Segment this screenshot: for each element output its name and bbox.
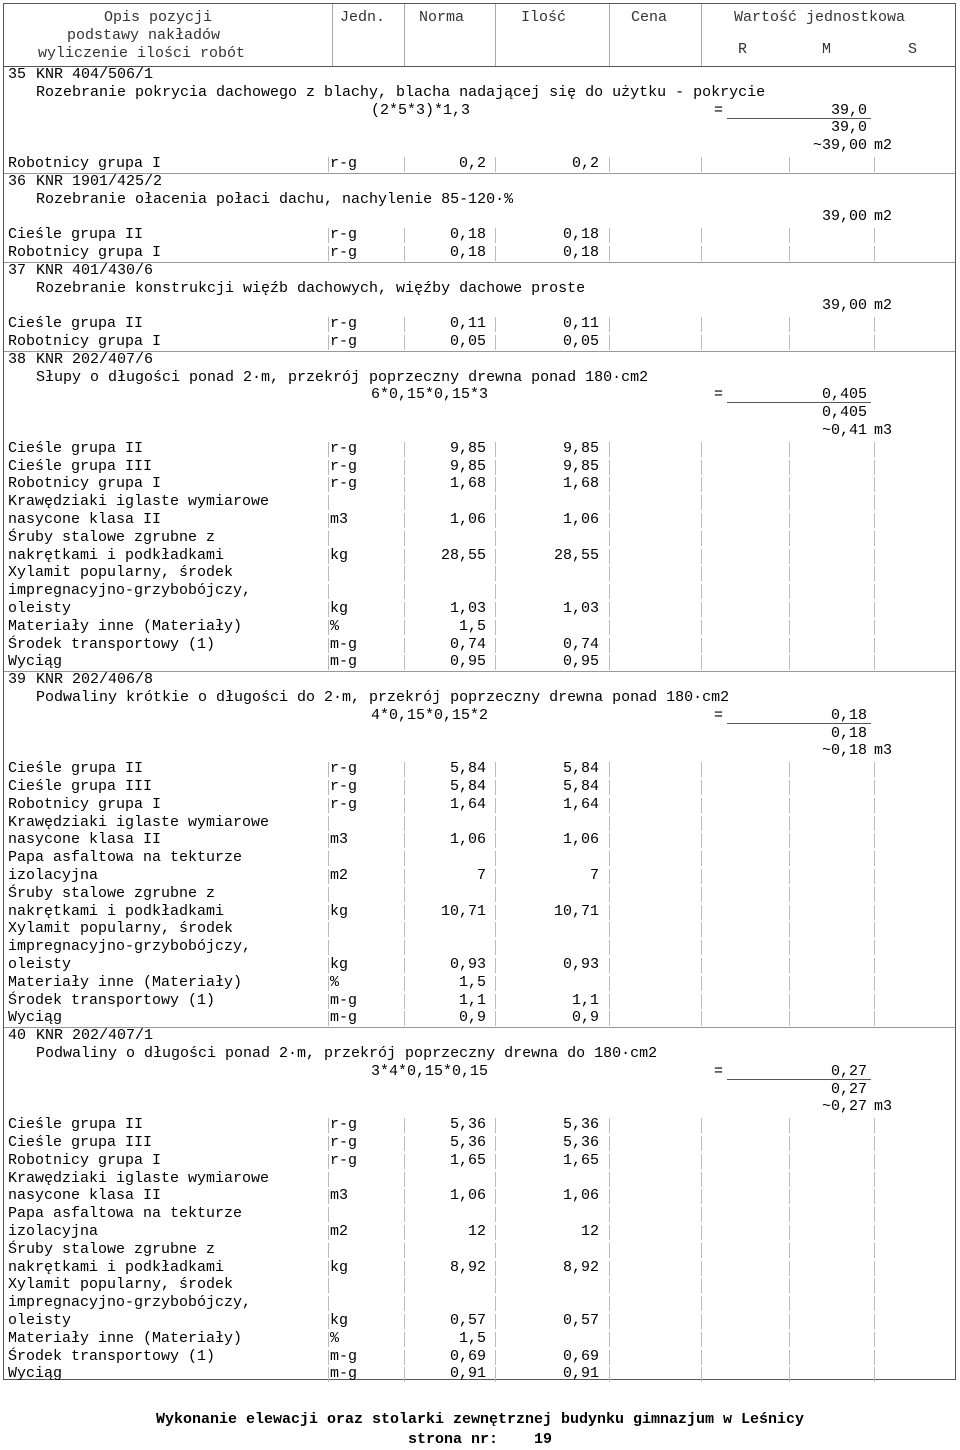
formula-value: 0,405 [821,386,867,404]
resource-name-line [4,849,955,867]
resource-norma: 1,06 [449,511,486,528]
resource-name: Środek transportowy (1) [8,635,216,653]
resource-name: Krawędziaki iglaste wymiarowe [8,493,270,511]
resource-norma: 0,69 [449,1347,486,1365]
resource-norma: 1,5 [458,617,486,635]
position-number: 36 [8,172,27,190]
resource-name: Robotnicy grupa I [8,795,162,813]
header-podstawy: podstawy nakładów [67,27,221,44]
resource-norma: 1,1 [458,991,486,1009]
header-jedn: Jedn. [340,9,386,26]
position-number: 39 [8,671,27,689]
position-code: KNR 202/406/8 [36,671,154,689]
position-description [4,280,955,298]
resource-name-line [4,938,955,956]
resource-name-line [4,529,955,547]
resource-ilosc: 1,65 [562,1151,599,1169]
resource-unit: m3 [330,511,349,528]
resource-name: Cieśle grupa II [8,226,144,244]
resource-name: nasycone klasa II [8,1187,162,1205]
resource-unit: r-g [330,333,358,350]
resource-row [4,1259,955,1277]
resource-ilosc: 1,06 [562,831,599,849]
resource-row [4,974,955,992]
resource-unit: m-g [330,991,358,1009]
resource-norma: 1,5 [458,973,486,991]
header-ilosc: Ilość [521,9,567,26]
quantity-sum [4,404,955,422]
resource-name: nasycone klasa II [8,511,162,528]
sum-value: 0,405 [821,404,867,422]
position-number: 40 [8,1027,27,1045]
resource-name-line [4,1241,955,1259]
resource-ilosc: 0,9 [571,1009,599,1027]
position-description [4,1045,955,1063]
quantity-total [4,1098,955,1116]
resource-norma: 5,36 [449,1116,486,1134]
resource-norma: 0,11 [449,315,486,333]
resource-name-line [4,1294,955,1312]
resource-ilosc: 0,18 [562,226,599,244]
resource-unit: kg [330,902,349,920]
resource-row [4,618,955,636]
resource-unit: r-g [330,760,358,778]
resource-name: izolacyjna [8,1223,99,1240]
footer-page-number: 19 [534,1431,553,1448]
resource-unit: r-g [330,457,358,475]
quantity-total [4,137,955,155]
resource-name: Robotnicy grupa I [8,333,162,350]
resource-norma: 1,03 [449,600,486,617]
resource-name: nasycone klasa II [8,831,162,849]
resource-name: Wyciąg [8,1365,63,1383]
resource-name: Xylamit popularny, środek [8,1276,234,1294]
header-wyliczenie: wyliczenie ilości robót [38,45,246,62]
resource-norma: 0,05 [449,333,486,350]
resource-ilosc: 8,92 [562,1258,599,1276]
resource-row [4,155,955,173]
resource-name: izolacyjna [8,867,99,884]
resource-ilosc: 1,06 [562,511,599,528]
description-text: Rozebranie pokrycia dachowego z blachy, blacha nadającej się do użytku - pokrycie [36,83,766,101]
resource-row [4,226,955,244]
resource-row [4,956,955,974]
resource-norma: 5,84 [449,778,486,795]
resource-row [4,831,955,849]
resource-name: Robotnicy grupa I [8,1151,162,1169]
total-value: ~0,41 [821,422,867,439]
resource-unit: % [330,1329,340,1347]
resource-name: Wyciąg [8,1009,63,1027]
resource-name: impregnacyjno-grzybobójczy, [8,1294,252,1312]
resource-ilosc: 10,71 [553,902,599,920]
resource-name: Cieśle grupa III [8,1134,153,1151]
resource-unit: m-g [330,1347,358,1365]
resource-row [4,1116,955,1134]
position-row [4,173,955,191]
resource-unit: r-g [330,244,358,261]
resource-ilosc: 5,84 [562,778,599,795]
resource-ilosc: 12 [580,1223,599,1240]
resource-norma: 0,57 [449,1312,486,1329]
resource-unit: kg [330,1312,349,1329]
resource-name: Papa asfaltowa na tekturze [8,1205,243,1223]
formula-expression: (2*5*3)*1,3 [371,101,471,119]
resource-name: Xylamit popularny, środek [8,920,234,938]
resource-norma: 1,65 [449,1151,486,1169]
resource-norma: 0,91 [449,1365,486,1383]
resource-unit: m-g [330,635,358,653]
resource-ilosc: 5,36 [562,1134,599,1151]
position-number: 35 [8,66,27,83]
header-wartosc: Wartość jednostkowa [734,9,906,26]
resource-row [4,1330,955,1348]
resource-ilosc: 1,03 [562,600,599,617]
resource-name: Cieśle grupa II [8,760,144,778]
table-header [4,4,955,67]
resource-norma: 28,55 [440,546,486,564]
resource-ilosc: 7 [589,867,599,884]
footer-page-label: strona nr: [407,1431,498,1448]
resource-norma: 0,74 [449,635,486,653]
resource-name: impregnacyjno-grzybobójczy, [8,582,252,600]
quantity-formula [4,102,955,120]
resource-ilosc: 5,36 [562,1116,599,1134]
resource-unit: % [330,973,340,991]
position-code: KNR 401/430/6 [36,261,154,279]
resource-unit: m-g [330,653,358,671]
resource-norma: 9,85 [449,439,486,457]
position-row [4,66,955,84]
resource-row [4,867,955,885]
resource-norma: 5,36 [449,1134,486,1151]
resource-ilosc: 1,1 [571,991,599,1009]
resource-unit: r-g [330,475,358,493]
resource-unit: r-g [330,315,358,333]
resource-row [4,992,955,1010]
resource-unit: kg [330,546,349,564]
resource-name: Środek transportowy (1) [8,1347,216,1365]
formula-value: 0,27 [830,1062,867,1080]
resource-row [4,1348,955,1366]
resource-ilosc: 0,95 [562,653,599,671]
description-text: Podwaliny o długości ponad 2·m, przekrój poprzeczny drewna do 180·cm2 [36,1045,658,1062]
position-code: KNR 202/407/1 [36,1027,154,1045]
resource-name: Robotnicy grupa I [8,155,162,172]
footer-title: Wykonanie elewacji oraz stolarki zewnętrznej budynku gimnazjum w Leśnicy [155,1411,805,1428]
resource-norma: 7 [476,867,486,884]
resource-name: Robotnicy grupa I [8,475,162,493]
description-text: Rozebranie ołacenia połaci dachu, nachylenie 85-120·% [36,190,514,208]
formula-expression: 4*0,15*0,15*2 [371,706,489,724]
cost-estimate-table [3,3,956,1383]
position-row [4,671,955,689]
resource-norma: 10,71 [440,902,486,920]
resource-unit: m3 [330,1187,349,1205]
resource-unit: r-g [330,155,358,172]
resource-row [4,315,955,333]
resource-ilosc: 0,74 [562,635,599,653]
position-description [4,191,955,209]
formula-expression: 6*0,15*0,15*3 [371,386,489,404]
resource-row [4,778,955,796]
resource-ilosc: 0,69 [562,1347,599,1365]
resource-ilosc: 0,57 [562,1312,599,1329]
resource-name: Śruby stalowe zgrubne z [8,528,216,546]
resource-name-line [4,564,955,582]
resource-name: oleisty [8,956,72,973]
resource-name: Cieśle grupa III [8,778,153,795]
resource-row [4,636,955,654]
resource-ilosc: 1,06 [562,1187,599,1205]
total-unit: m3 [874,742,893,760]
resource-row [4,903,955,921]
resource-name-line [4,1170,955,1188]
resource-name: Xylamit popularny, środek [8,564,234,582]
resource-row [4,1152,955,1170]
resource-unit: % [330,617,340,635]
total-unit: m2 [874,297,893,315]
resource-row [4,796,955,814]
quantity-total [4,297,955,315]
resource-name-line [4,920,955,938]
resource-norma: 0,18 [449,244,486,261]
resource-ilosc: 5,84 [562,760,599,778]
resource-name: Środek transportowy (1) [8,991,216,1009]
resource-ilosc: 0,11 [562,315,599,333]
resource-unit: r-g [330,1116,358,1134]
resource-row [4,1312,955,1330]
sum-value: 0,27 [830,1080,867,1098]
position-description [4,689,955,707]
resource-ilosc: 0,93 [562,956,599,973]
resource-norma: 0,2 [458,155,486,172]
formula-expression: 3*4*0,15*0,15 [371,1062,489,1080]
formula-equals: = [714,386,724,404]
resource-norma: 1,64 [449,795,486,813]
resource-ilosc: 0,18 [562,244,599,261]
total-unit: m2 [874,137,893,155]
resource-unit: kg [330,1258,349,1276]
resource-unit: m2 [330,867,349,884]
quantity-sum [4,1081,955,1099]
total-unit: m2 [874,208,893,226]
total-value: 39,00 [821,297,867,315]
position-code: KNR 404/506/1 [36,66,154,83]
formula-equals: = [714,1062,724,1080]
resource-norma: 5,84 [449,760,486,778]
resource-name: Cieśle grupa II [8,1116,144,1134]
sum-value: 39,0 [830,119,867,137]
resource-norma: 1,68 [449,475,486,493]
resource-row [4,1187,955,1205]
header-norma: Norma [419,9,465,26]
footer-page [0,1430,960,1450]
resource-row [4,1134,955,1152]
resource-ilosc: 0,2 [571,155,599,172]
position-code: KNR 1901/425/2 [36,172,163,190]
resource-row [4,475,955,493]
resource-norma: 1,06 [449,1187,486,1205]
header-r: R [738,41,748,58]
resource-ilosc: 1,64 [562,795,599,813]
resource-unit: r-g [330,439,358,457]
total-unit: m3 [874,422,893,439]
resource-row [4,600,955,618]
resource-row [4,760,955,778]
resource-name: nakrętkami i podkładkami [8,902,225,920]
quantity-total [4,742,955,760]
resource-row [4,1223,955,1241]
quantity-total [4,422,955,440]
resource-row [4,244,955,262]
formula-equals: = [714,101,724,119]
quantity-sum [4,119,955,137]
resource-norma: 1,06 [449,831,486,849]
total-value: ~39,00 [812,137,867,155]
description-text: Rozebranie konstrukcji więźb dachowych, więźby dachowe proste [36,279,586,297]
header-m: M [822,41,832,58]
resource-norma: 12 [467,1223,486,1240]
resource-name-line [4,1276,955,1294]
total-unit: m3 [874,1098,893,1116]
resource-norma: 0,18 [449,226,486,244]
quantity-formula [4,1063,955,1081]
resource-unit: m-g [330,1009,358,1027]
quantity-formula [4,707,955,725]
resource-name: Krawędziaki iglaste wymiarowe [8,813,270,831]
resource-ilosc: 9,85 [562,439,599,457]
formula-equals: = [714,706,724,724]
resource-name: oleisty [8,1312,72,1329]
total-value: 39,00 [821,208,867,226]
header-cena: Cena [631,9,668,26]
resource-unit: m-g [330,1365,358,1383]
resource-unit: m3 [330,831,349,849]
resource-unit: kg [330,600,349,617]
position-number: 37 [8,261,27,279]
total-value: ~0,27 [821,1098,867,1116]
position-description [4,84,955,102]
header-opis: Opis pozycji [104,9,213,26]
resource-unit: m2 [330,1223,349,1240]
resource-row [4,458,955,476]
resource-name: Materiały inne (Materiały) [8,973,243,991]
resource-name: oleisty [8,600,72,617]
resource-name-line [4,885,955,903]
resource-ilosc: 28,55 [553,546,599,564]
resource-norma: 0,93 [449,956,486,973]
resource-norma: 0,9 [458,1009,486,1027]
resource-row [4,547,955,565]
position-row [4,1027,955,1045]
position-code: KNR 202/407/6 [36,350,154,368]
resource-name: Cieśle grupa III [8,457,153,475]
formula-value: 0,18 [830,706,867,724]
formula-value: 39,0 [830,101,867,119]
resource-name: Cieśle grupa II [8,315,144,333]
resource-unit: r-g [330,226,358,244]
resource-name-line [4,1205,955,1223]
resource-name: Śruby stalowe zgrubne z [8,884,216,902]
resource-unit: r-g [330,778,358,795]
resource-name: Papa asfaltowa na tekturze [8,849,243,867]
resource-norma: 1,5 [458,1329,486,1347]
resource-ilosc: 0,05 [562,333,599,350]
resource-name: Wyciąg [8,653,63,671]
resource-name: Cieśle grupa II [8,439,144,457]
resource-name: Robotnicy grupa I [8,244,162,261]
resource-row [4,1365,955,1383]
sum-value: 0,18 [830,724,867,742]
resource-name: impregnacyjno-grzybobójczy, [8,938,252,956]
resource-norma: 0,95 [449,653,486,671]
resource-unit: kg [330,956,349,973]
position-number: 38 [8,350,27,368]
resource-row [4,511,955,529]
resource-ilosc: 1,68 [562,475,599,493]
quantity-sum [4,725,955,743]
total-value: ~0,18 [821,742,867,760]
resource-name: Materiały inne (Materiały) [8,1329,243,1347]
resource-name: nakrętkami i podkładkami [8,546,225,564]
resource-name: Materiały inne (Materiały) [8,617,243,635]
resource-ilosc: 9,85 [562,457,599,475]
header-s: S [908,41,918,58]
description-text: Słupy o długości ponad 2·m, przekrój poprzeczny drewna ponad 180·cm2 [36,368,649,386]
resource-row [4,653,955,671]
resource-name: Krawędziaki iglaste wymiarowe [8,1169,270,1187]
resource-unit: r-g [330,1151,358,1169]
resource-name-line [4,814,955,832]
resource-row [4,1009,955,1027]
resource-row [4,440,955,458]
resource-name: Śruby stalowe zgrubne z [8,1240,216,1258]
resource-norma: 8,92 [449,1258,486,1276]
resource-ilosc: 0,91 [562,1365,599,1383]
resource-norma: 9,85 [449,457,486,475]
resource-name-line [4,582,955,600]
resource-name: nakrętkami i podkładkami [8,1258,225,1276]
position-row [4,351,955,369]
resource-name-line [4,493,955,511]
quantity-formula [4,386,955,404]
resource-row [4,333,955,351]
position-row [4,262,955,280]
quantity-total [4,208,955,226]
position-description [4,369,955,387]
resource-unit: r-g [330,795,358,813]
resource-unit: r-g [330,1134,358,1151]
description-text: Podwaliny krótkie o długości do 2·m, przekrój poprzeczny drewna ponad 180·cm2 [36,689,730,706]
